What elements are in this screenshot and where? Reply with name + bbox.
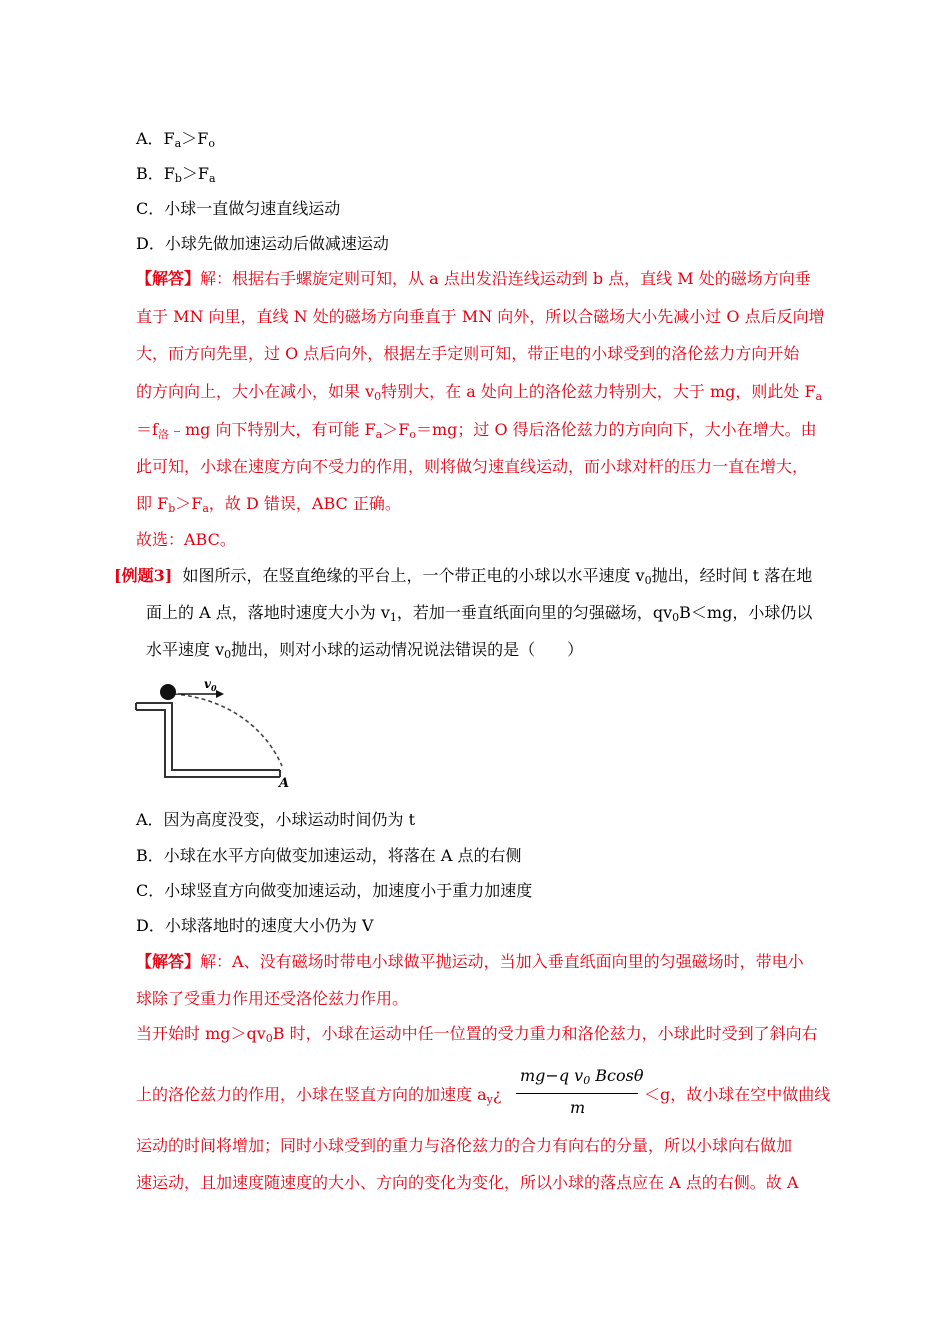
- answer-line: 球除了受重力作用还受洛伦兹力作用。: [136, 989, 409, 1008]
- trajectory-curve: [174, 694, 282, 766]
- projectile-figure: [134, 670, 294, 790]
- acceleration-fraction: [516, 1066, 644, 1120]
- option-b: B．小球在水平方向做变加速运动，将落在 A 点的右侧: [136, 846, 522, 865]
- answer-line: 直于 MN 向里，直线 N 处的磁场方向垂直于 MN 向外，所以合磁场大小先减小过 O 点后反向增: [136, 307, 825, 326]
- fraction-denominator: m: [570, 1098, 586, 1117]
- fraction-numerator: mg−q $v_0$ Bcosθ: [520, 1066, 644, 1087]
- velocity-label: $v_0$: [204, 677, 217, 693]
- answer-line: 【解答】解：根据右手螺旋定则可知，从 a 点出发沿连线运动到 b 点，直线 M 处的磁场方向垂: [136, 269, 811, 288]
- point-a-label: A: [279, 776, 290, 790]
- answer-line: 此可知，小球在速度方向不受力的作用，则将做匀速直线运动，而小球对杆的压力一直在增大，: [136, 457, 809, 476]
- option-d: D．小球落地时的速度大小仍为 V: [136, 916, 374, 935]
- answer-tag: 【解答】: [136, 269, 201, 288]
- answer-choice: 故选：ABC。: [136, 530, 236, 549]
- example-line: 水平速度 $v_0$抛出，则对小球的运动情况说法错误的是（ ）: [146, 640, 584, 661]
- fraction-bar: [516, 1093, 638, 1094]
- answer-line: 大，而方向先里，过 O 点后向外，根据左手定则可知，带正电的小球受到的洛伦兹力方向开始: [136, 344, 800, 363]
- answer-line: 当开始时 $mg>qv_0B$ 时，小球在运动中任一位置的受力重力和洛伦兹力，小球此时受到了斜向右: [136, 1024, 818, 1045]
- answer-line: 【解答】解：A、没有磁场时带电小球做平抛运动，当加入垂直纸面向里的匀强磁场时，带电小: [136, 952, 804, 971]
- example-tag: [例题3]: [114, 566, 173, 585]
- example-line: [例题3] 如图所示，在竖直绝缘的平台上，一个带正电的小球以水平速度 $v_0$抛出，经时间 t 落在地: [114, 566, 813, 587]
- option-b: B．$F_b>F_a$: [136, 164, 216, 185]
- answer-line: 上的洛伦兹力的作用，小球在竖直方向的加速度 $a_y¿$: [136, 1085, 502, 1106]
- answer-line: 运动的时间将增加；同时小球受到的重力与洛伦兹力的合力有向右的分量，所以小球向右做加: [136, 1136, 793, 1155]
- answer-line: ＜g，故小球在空中做曲线: [644, 1085, 831, 1104]
- option-a: A．因为高度没变，小球运动时间仍为 t: [136, 810, 416, 829]
- answer-line: $=f_洛﹣mg$ 向下特别大，有可能 $F_a>F_o=mg$；过 O 得后洛伦兹力的方向向下，大小在增大。由: [136, 420, 817, 441]
- option-c: C．小球竖直方向做变加速运动，加速度小于重力加速度: [136, 881, 533, 900]
- ball-icon: [160, 684, 176, 700]
- option-d: D．小球先做加速运动后做减速运动: [136, 234, 389, 253]
- answer-line: 速运动，且加速度随速度的大小、方向的变化为变化，所以小球的落点应在 A 点的右侧。故 A: [136, 1173, 799, 1192]
- example-line: 面上的 A 点，落地时速度大小为 $v_1$，若加一垂直纸面向里的匀强磁场，$qv_0B<mg$，小球仍以: [146, 603, 813, 624]
- option-a: A．$F_a>F_o$: [136, 129, 215, 150]
- answer-line: 的方向向上，大小在减小，如果 $v_0$特别大，在 a 处向上的洛伦兹力特别大，大于 mg，则此处 $F_a$: [136, 382, 823, 403]
- answer-tag: 【解答】: [136, 952, 201, 971]
- answer-line: 即 $F_b>F_a$，故 D 错误，ABC 正确。: [136, 494, 401, 515]
- option-c: C．小球一直做匀速直线运动: [136, 199, 341, 218]
- platform-shape: [136, 703, 280, 777]
